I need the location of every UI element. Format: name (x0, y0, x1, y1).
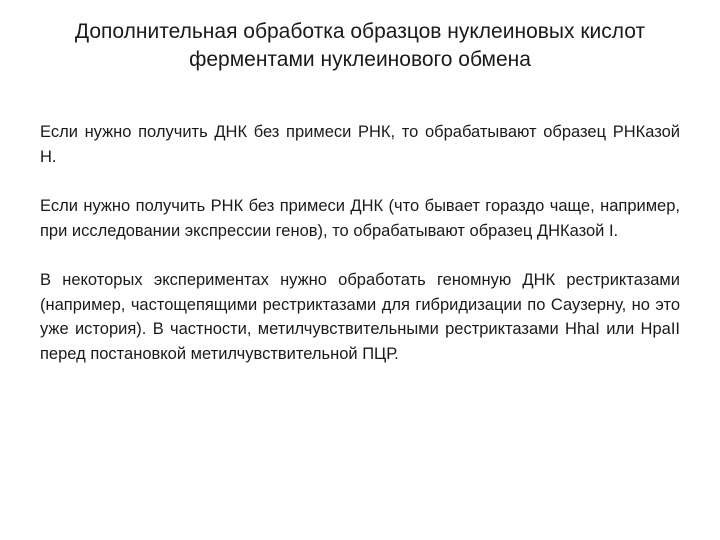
slide-body (40, 120, 680, 366)
paragraph-dna-purification: Если нужно получить ДНК без примеси РНК, то обрабатывают образец РНКазой Н. (40, 123, 680, 166)
slide-title (40, 18, 680, 74)
paragraph-restriction-enzymes: В некоторых экспериментах нужно обработать геномную ДНК рестриктазами (например, частощепящими рестриктазами для гибридизации по Саузерну, но это уже история). В частности, метилчувствительными рестриктазами HhaI или HpaII перед постановкой метилчувствительной ПЦР. (40, 271, 680, 363)
slide-title-line-1: Дополнительная обработка образцов нуклеиновых кислот (74, 20, 646, 43)
paragraph-rna-purification: Если нужно получить РНК без примеси ДНК (что бывает гораздо чаще, например, при исследовании экспрессии генов), то обрабатывают образец ДНКазой I. (40, 197, 680, 240)
slide-title-line-2: ферментами нуклеинового обмена (189, 48, 531, 71)
